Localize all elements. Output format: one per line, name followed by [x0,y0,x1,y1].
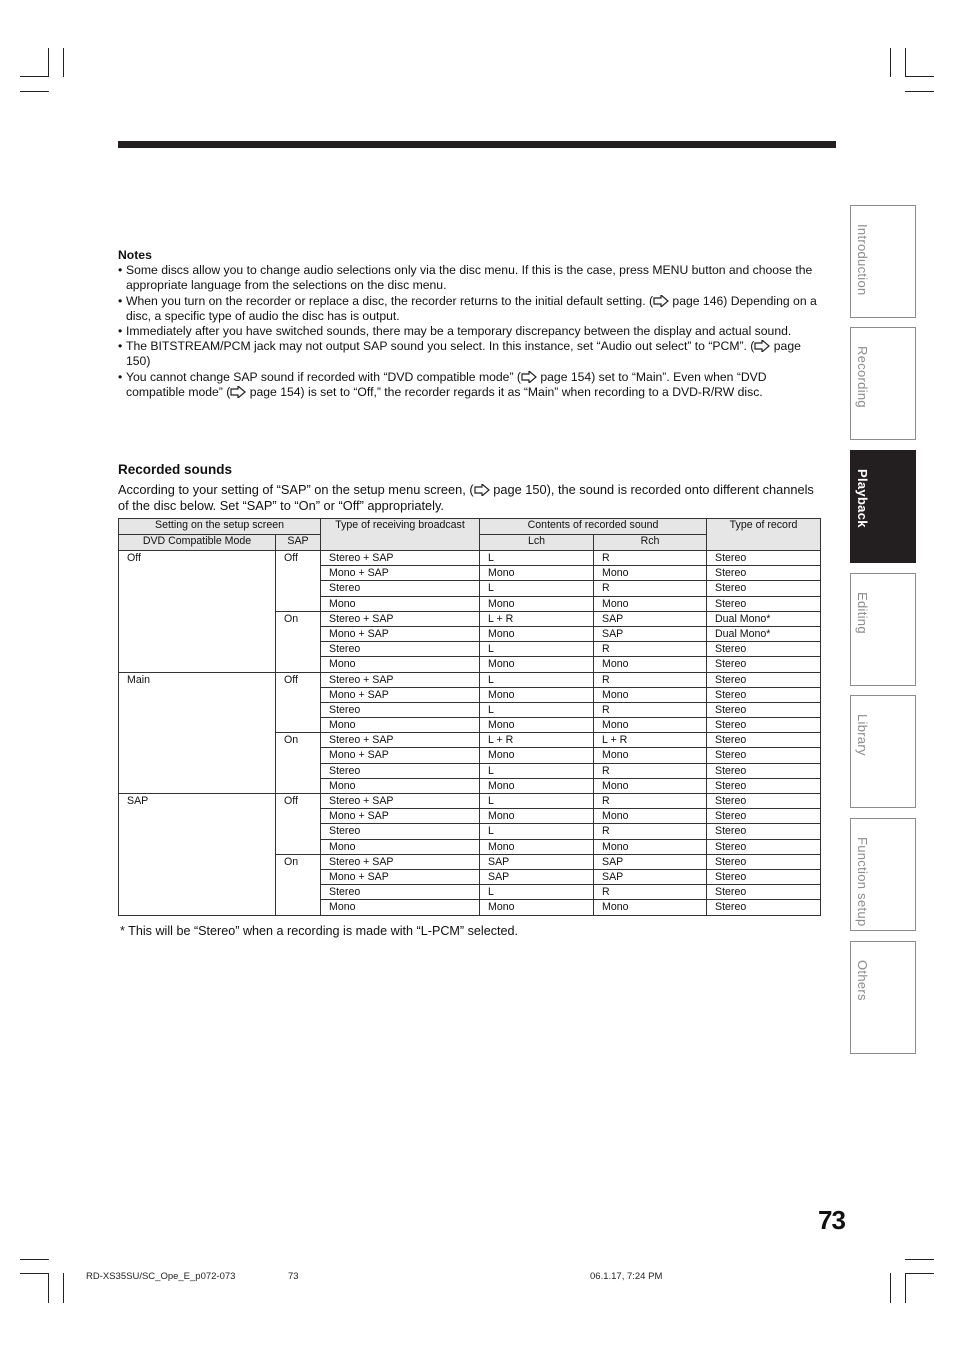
cell-record-type: Stereo [707,702,821,717]
crop-mark [905,48,906,77]
cell-sap: On [276,733,321,794]
cell-sap: Off [276,672,321,733]
header-record-type: Type of record [707,519,821,551]
cell-receiving: Stereo + SAP [321,672,480,687]
cell-receiving: Stereo + SAP [321,733,480,748]
tab-editing[interactable]: Editing [850,573,916,686]
tab-introduction[interactable]: Introduction [850,205,916,318]
tab-function-setup[interactable]: Function setup [850,818,916,931]
cell-lch: L + R [480,733,594,748]
crop-mark [905,1273,906,1303]
cell-record-type: Dual Mono* [707,611,821,626]
footer-file: RD-XS35SU/SC_Ope_E_p072-073 [86,1271,236,1282]
cell-sap: Off [276,794,321,855]
header-receiving: Type of receiving broadcast [321,519,480,551]
crop-mark [905,1273,934,1274]
cell-record-type: Stereo [707,854,821,869]
cell-record-type: Stereo [707,596,821,611]
cell-record-type: Stereo [707,642,821,657]
cell-record-type: Stereo [707,824,821,839]
cell-lch: L + R [480,611,594,626]
cell-record-type: Stereo [707,885,821,900]
cell-lch: L [480,824,594,839]
cell-receiving: Mono + SAP [321,748,480,763]
footer-page: 73 [288,1271,299,1282]
cell-receiving: Stereo [321,885,480,900]
cell-receiving: Mono [321,718,480,733]
cell-record-type: Stereo [707,718,821,733]
cell-record-type: Stereo [707,809,821,824]
section-intro: According to your setting of “SAP” on the setup menu screen, ( page 150), the sound is recorded onto different channels of the disc below. Set “SAP” to “On” or “Off” appropriately. [118,482,814,513]
cell-lch: L [480,794,594,809]
notes-heading: Notes [118,248,152,262]
cell-receiving: Mono + SAP [321,869,480,884]
cell-record-type: Stereo [707,778,821,793]
notes-list [118,263,818,400]
cell-rch: SAP [594,626,707,641]
cell-record-type: Stereo [707,657,821,672]
header-lch: Lch [480,535,594,551]
cell-lch: L [480,763,594,778]
cell-sap: On [276,611,321,672]
note-item: • You cannot change SAP sound if recorded with “DVD compatible mode” ( page 154) set to “Main”. Even when “DVD compatible mode” ( page 154) is set to “Off,” the recorder regards it as “Main” when recording to a DVD-R/RW disc. [118,370,818,400]
header-dvd-mode: DVD Compatible Mode [119,535,276,551]
arrow-right-icon [230,386,246,398]
cell-rch: Mono [594,596,707,611]
crop-mark [48,1273,49,1303]
table-row [119,551,821,566]
crop-mark [63,1273,64,1303]
cell-receiving: Mono [321,657,480,672]
crop-mark [890,48,891,77]
header-sap: SAP [276,535,321,551]
cell-record-type: Stereo [707,551,821,566]
arrow-right-icon [474,484,490,496]
cell-rch: R [594,794,707,809]
header-bar [118,141,836,148]
cell-lch: SAP [480,854,594,869]
arrow-right-icon [521,371,537,383]
cell-rch: SAP [594,869,707,884]
cell-lch: L [480,885,594,900]
cell-lch: Mono [480,839,594,854]
cell-receiving: Mono [321,778,480,793]
cell-rch: Mono [594,657,707,672]
crop-mark [905,91,934,92]
cell-rch: SAP [594,854,707,869]
section-title: Recorded sounds [118,462,233,477]
crop-mark [20,1259,49,1260]
arrow-right-icon [653,295,669,307]
recorded-sounds-table [118,518,821,916]
cell-record-type: Stereo [707,672,821,687]
notes-section [118,248,818,400]
tab-recording[interactable]: Recording [850,327,916,440]
cell-record-type: Stereo [707,839,821,854]
cell-record-type: Dual Mono* [707,626,821,641]
cell-record-type: Stereo [707,748,821,763]
cell-receiving: Stereo [321,581,480,596]
cell-rch: Mono [594,687,707,702]
cell-rch: R [594,551,707,566]
cell-rch: L + R [594,733,707,748]
arrow-right-icon [754,340,770,352]
cell-rch: Mono [594,900,707,915]
cell-lch: Mono [480,718,594,733]
crop-mark [905,76,934,77]
note-item: • Immediately after you have switched sounds, there may be a temporary discrepancy between the display and actual sound. [118,324,818,339]
cell-receiving: Mono + SAP [321,566,480,581]
cell-rch: Mono [594,809,707,824]
cell-record-type: Stereo [707,733,821,748]
cell-lch: L [480,642,594,657]
cell-rch: Mono [594,718,707,733]
tab-playback[interactable]: Playback [850,450,916,563]
cell-receiving: Stereo [321,763,480,778]
cell-lch: Mono [480,657,594,672]
cell-rch: Mono [594,839,707,854]
footnote: * This will be “Stereo” when a recording is made with “L-PCM” selected. [120,924,519,938]
table-row [119,672,821,687]
cell-dvd-mode: SAP [119,794,276,916]
cell-lch: L [480,672,594,687]
footer-date: 06.1.17, 7:24 PM [590,1271,663,1282]
cell-lch: SAP [480,869,594,884]
cell-receiving: Mono [321,596,480,611]
cell-receiving: Mono + SAP [321,626,480,641]
cell-lch: Mono [480,687,594,702]
cell-lch: L [480,581,594,596]
crop-mark [63,48,64,77]
cell-lch: Mono [480,900,594,915]
cell-dvd-mode: Off [119,551,276,673]
note-item: • The BITSTREAM/PCM jack may not output SAP sound you select. In this instance, set “Audio out select” to “PCM”. ( page 150) [118,339,818,369]
cell-rch: SAP [594,611,707,626]
crop-mark [905,1259,934,1260]
tab-others[interactable]: Others [850,941,916,1054]
table-body [119,551,821,916]
cell-receiving: Stereo + SAP [321,794,480,809]
cell-record-type: Stereo [707,581,821,596]
cell-receiving: Stereo + SAP [321,551,480,566]
cell-receiving: Stereo + SAP [321,854,480,869]
cell-receiving: Stereo + SAP [321,611,480,626]
cell-record-type: Stereo [707,687,821,702]
header-contents: Contents of recorded sound [480,519,707,535]
cell-record-type: Stereo [707,869,821,884]
cell-record-type: Stereo [707,794,821,809]
cell-rch: R [594,702,707,717]
cell-sap: On [276,854,321,915]
cell-receiving: Mono [321,839,480,854]
cell-rch: R [594,824,707,839]
cell-rch: Mono [594,778,707,793]
header-rch: Rch [594,535,707,551]
cell-record-type: Stereo [707,763,821,778]
cell-rch: Mono [594,566,707,581]
note-item: • When you turn on the recorder or replace a disc, the recorder returns to the initial default setting. ( page 146) Depending on a disc, a specific type of audio the disc has is output. [118,294,818,324]
crop-mark [20,91,49,92]
cell-rch: R [594,763,707,778]
cell-lch: L [480,702,594,717]
cell-lch: L [480,551,594,566]
cell-rch: Mono [594,748,707,763]
header-setting: Setting on the setup screen [119,519,321,535]
cell-lch: Mono [480,809,594,824]
crop-mark [20,76,49,77]
cell-receiving: Mono [321,900,480,915]
table-row [119,794,821,809]
cell-record-type: Stereo [707,566,821,581]
cell-dvd-mode: Main [119,672,276,794]
cell-rch: R [594,885,707,900]
crop-mark [48,48,49,77]
cell-lch: Mono [480,778,594,793]
tab-library[interactable]: Library [850,695,916,808]
crop-mark [890,1273,891,1303]
note-item: • Some discs allow you to change audio selections only via the disc menu. If this is the case, press MENU button and choose the appropriate language from the selections on the disc menu. [118,263,818,293]
cell-lch: Mono [480,626,594,641]
cell-receiving: Stereo [321,642,480,657]
cell-rch: R [594,581,707,596]
crop-mark [20,1273,49,1274]
cell-rch: R [594,642,707,657]
cell-receiving: Stereo [321,702,480,717]
cell-lch: Mono [480,748,594,763]
cell-receiving: Stereo [321,824,480,839]
cell-lch: Mono [480,566,594,581]
cell-record-type: Stereo [707,900,821,915]
cell-receiving: Mono + SAP [321,809,480,824]
cell-lch: Mono [480,596,594,611]
page-number: 73 [818,1205,845,1235]
cell-receiving: Mono + SAP [321,687,480,702]
cell-sap: Off [276,551,321,612]
cell-rch: R [594,672,707,687]
